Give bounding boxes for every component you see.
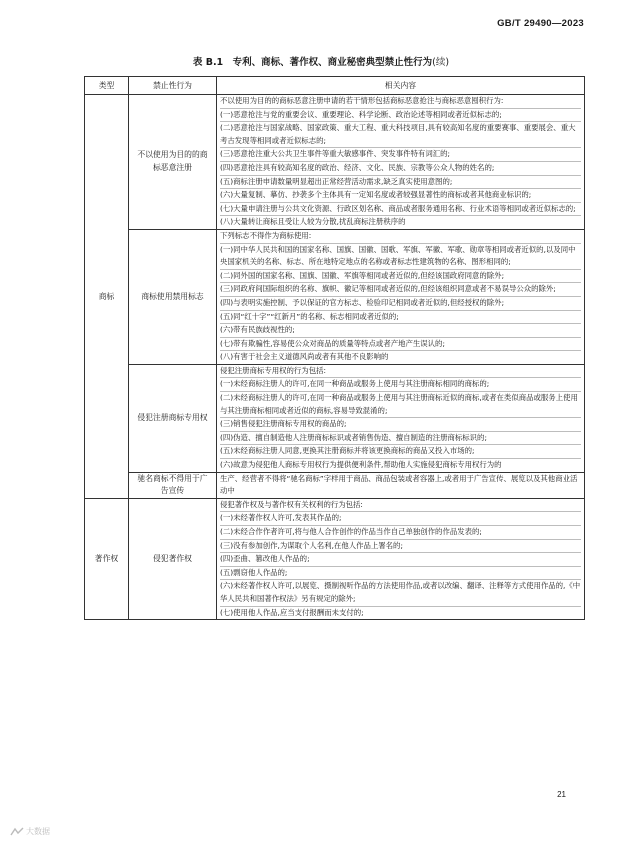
watermark-text: 大数据 [26,827,50,836]
watermark-logo-icon [10,827,24,837]
content-item: (五)剽窃他人作品的; [220,567,581,581]
content-item: (八)有害于社会主义道德风尚或者有其他不良影响的 [220,352,389,362]
table-row [85,472,585,498]
content-intro: 侵犯注册商标专用权的行为包括: [220,365,581,379]
content-cell [217,364,585,472]
table-row [85,498,585,619]
content-item: (七)大量申请注册与公共文化资源、行政区划名称、商品或者服务通用名称、行业术语等相同或者近似标志的; [220,203,581,217]
table-row [85,95,585,230]
content-item: 生产、经营者不得将“驰名商标”字样用于商品、商品包装或者容器上,或者用于广告宣传、展览以及其他商业活动中 [220,473,578,496]
content-item: (二)恶意抢注与国家战略、国家政策、重大工程、重大科技项目,具有较高知名度的重要赛事、重要展会、重大考古发现等相同或者近似标志的; [220,122,581,148]
page-number: 21 [557,790,566,799]
content-item: (一)未经著作权人许可,发表其作品的; [220,512,581,526]
content-item: (三)没有参加创作,为谋取个人名利,在他人作品上署名的; [220,540,581,554]
content-item: (二)未经商标注册人的许可,在同一种商品或服务上使用与其注册商标近似的商标,或者在类似商品或服务上使用与其注册商标相同或者近似的商标,容易导致混淆的; [220,392,581,418]
standard-number: GB/T 29490—2023 [497,18,584,29]
content-item: (四)伪造、擅自制造他人注册商标标识或者销售伪造、擅自制造的注册商标标识的; [220,432,581,446]
column-header-type: 类型 [85,77,129,95]
table-header-row [85,77,585,95]
behavior-cell: 侵犯注册商标专用权 [129,364,217,472]
category-cell: 著作权 [85,498,129,619]
behavior-cell: 驰名商标不得用于广告宣传 [129,472,217,498]
content-item: (六)故意为侵犯他人商标专用权行为提供便利条件,帮助他人实施侵犯商标专用权行为的 [220,460,502,470]
content-item: (二)未经合作作者许可,将与他人合作创作的作品当作自己单独创作的作品发表的; [220,526,581,540]
content-item: (五)商标注册申请数量明显超出正常经营活动需求,缺乏真实使用意图的; [220,176,581,190]
behavior-cell: 商标使用禁用标志 [129,229,217,364]
column-header-behavior: 禁止性行为 [129,77,217,95]
table-title-text: 表 B.1 专利、商标、著作权、商业秘密典型禁止性行为 [192,57,433,68]
category-cell: 商标 [85,95,129,499]
table-row [85,364,585,472]
content-cell [217,472,585,498]
content-cell [217,229,585,364]
content-item: (二)同外国的国家名称、国旗、国徽、军旗等相同或者近似的,但经该国政府同意的除外; [220,270,581,284]
content-item: (四)歪曲、篡改他人作品的; [220,553,581,567]
content-item: (三)同政府间国际组织的名称、旗帜、徽记等相同或者近似的,但经该组织同意或者不易误导公众的除外; [220,283,581,297]
content-intro: 下列标志不得作为商标使用: [220,230,581,244]
content-item: (六)带有民族歧视性的; [220,324,581,338]
content-item: (四)恶意抢注具有较高知名度的政治、经济、文化、民族、宗教等公众人物的姓名的; [220,162,581,176]
watermark [10,826,50,837]
behavior-cell: 不以使用为目的的商标恶意注册 [129,95,217,230]
content-item: (三)销售侵犯注册商标专用权的商品的; [220,418,581,432]
table-title-continued: (续) [432,57,450,68]
content-item: (七)带有欺骗性,容易使公众对商品的质量等特点或者产地产生误认的; [220,338,581,352]
content-item: (八)大量转让商标且受让人较为分散,扰乱商标注册秩序的 [220,217,406,227]
content-intro: 不以使用为目的的商标恶意注册申请的若干情形包括商标恶意抢注与商标恶意囤积行为: [220,95,581,109]
column-header-content: 相关内容 [217,77,585,95]
content-item: (四)与表明实施控制、予以保证的官方标志、检验印记相同或者近似的,但经授权的除外; [220,297,581,311]
content-item: (六)未经著作权人许可,以展览、摄制视听作品的方法使用作品,或者以改编、翻译、注释等方式使用作品的,《中华人民共和国著作权法》另有规定的除外; [220,580,581,606]
content-cell [217,498,585,619]
content-item: (三)恶意抢注重大公共卫生事件等重大敏感事件、突发事件特有词汇的; [220,148,581,162]
table-body [85,95,585,620]
content-intro: 侵犯著作权及与著作权有关权利的行为包括: [220,499,581,513]
table-title [0,54,642,68]
behavior-cell: 侵犯著作权 [129,498,217,619]
table-row [85,229,585,364]
content-item: (一)恶意抢注与党的重要会议、重要理论、科学论断、政治论述等相同或者近似标志的; [220,109,581,123]
content-item: (六)大量复制、摹仿、抄袭多个主体具有一定知名度或者较强显著性的商标或者其他商业标识的; [220,189,581,203]
content-item: (七)使用他人作品,应当支付报酬而未支付的; [220,607,364,617]
content-item: (一)同中华人民共和国的国家名称、国旗、国徽、国歌、军旗、军徽、军歌、勋章等相同或者近似的,以及同中央国家机关的名称、标志、所在地特定地点的名称或者标志性建筑物的名称、图形相同的; [220,244,581,270]
content-item: (五)同“红十字”“红新月”的名称、标志相同或者近似的; [220,311,581,325]
prohibited-behaviors-table [84,76,585,620]
content-item: (一)未经商标注册人的许可,在同一种商品或服务上使用与其注册商标相同的商标的; [220,378,581,392]
content-item: (五)未经商标注册人同意,更换其注册商标并将该更换商标的商品又投入市场的; [220,445,581,459]
content-cell [217,95,585,230]
